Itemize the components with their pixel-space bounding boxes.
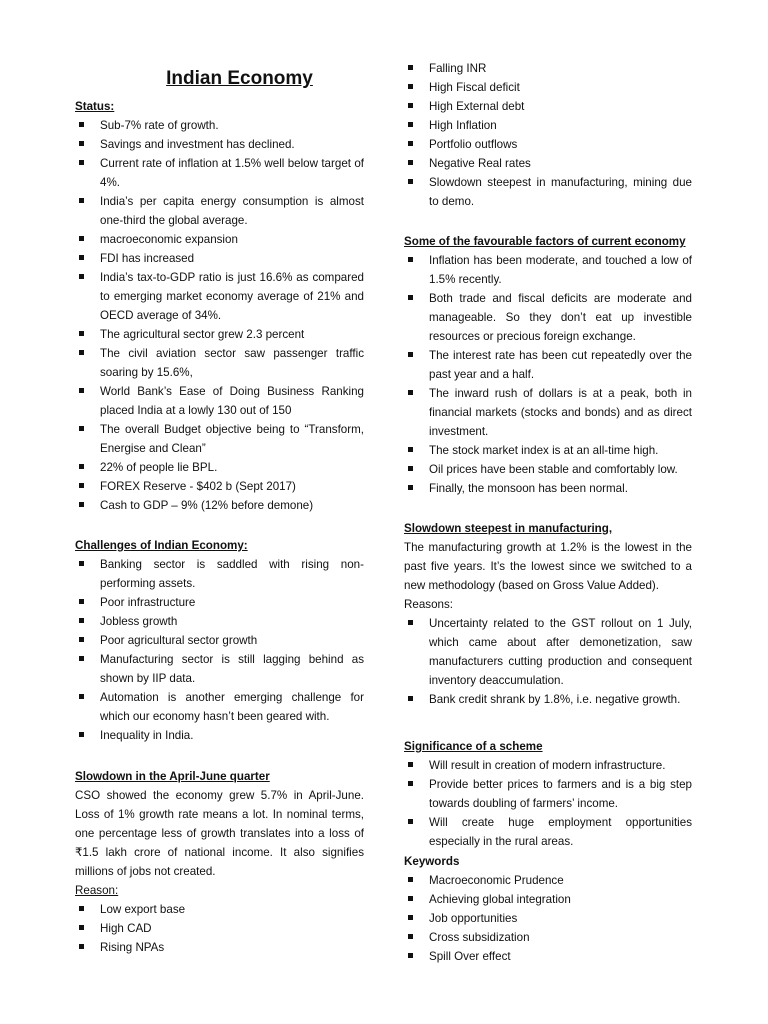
manufacturing-paragraph: The manufacturing growth at 1.2% is the lowest in the past five years. It’s the lowest since we switched to a new methodology (based on Gross Value Added). bbox=[404, 541, 692, 592]
list-item: The stock market index is at an all-time high. bbox=[404, 441, 692, 460]
square-bullet-icon bbox=[79, 561, 84, 566]
keywords-list bbox=[404, 871, 692, 966]
square-bullet-icon bbox=[79, 236, 84, 241]
square-bullet-icon bbox=[408, 447, 413, 452]
square-bullet-icon bbox=[408, 352, 413, 357]
list-item: High Fiscal deficit bbox=[404, 78, 692, 97]
list-item: High Inflation bbox=[404, 116, 692, 135]
square-bullet-icon bbox=[79, 350, 84, 355]
slowdown-quarter-section bbox=[75, 767, 364, 957]
list-item: FOREX Reserve - $402 b (Sept 2017) bbox=[75, 477, 364, 496]
square-bullet-icon bbox=[79, 906, 84, 911]
challenges-section bbox=[75, 536, 364, 745]
status-heading: Status: bbox=[75, 100, 115, 113]
list-item: macroeconomic expansion bbox=[75, 230, 364, 249]
list-item: High External debt bbox=[404, 97, 692, 116]
list-item: Provide better prices to farmers and is a big step towards doubling of farmers’ income. bbox=[404, 775, 692, 813]
list-item: Poor infrastructure bbox=[75, 593, 364, 612]
square-bullet-icon bbox=[408, 160, 413, 165]
square-bullet-icon bbox=[408, 141, 413, 146]
list-item: Manufacturing sector is still lagging behind as shown by IIP data. bbox=[75, 650, 364, 688]
list-item: The inward rush of dollars is at a peak, both in financial markets (stocks and bonds) and as direct investment. bbox=[404, 384, 692, 441]
status-list bbox=[75, 116, 364, 515]
square-bullet-icon bbox=[408, 122, 413, 127]
square-bullet-icon bbox=[79, 732, 84, 737]
square-bullet-icon bbox=[79, 388, 84, 393]
list-item: Portfolio outflows bbox=[404, 135, 692, 154]
list-item: Low export base bbox=[75, 900, 364, 919]
square-bullet-icon bbox=[408, 65, 413, 70]
reasons-label: Reasons: bbox=[404, 598, 453, 611]
reason-continued-section bbox=[404, 59, 692, 211]
list-item: The interest rate has been cut repeatedly over the past year and a half. bbox=[404, 346, 692, 384]
square-bullet-icon bbox=[79, 255, 84, 260]
reason-list-left bbox=[75, 900, 364, 957]
list-item: Spill Over effect bbox=[404, 947, 692, 966]
square-bullet-icon bbox=[79, 637, 84, 642]
list-item: Will result in creation of modern infrastructure. bbox=[404, 756, 692, 775]
square-bullet-icon bbox=[79, 198, 84, 203]
list-item: Oil prices have been stable and comfortably low. bbox=[404, 460, 692, 479]
square-bullet-icon bbox=[408, 257, 413, 262]
square-bullet-icon bbox=[79, 464, 84, 469]
list-item: Jobless growth bbox=[75, 612, 364, 631]
list-item: Inequality in India. bbox=[75, 726, 364, 745]
square-bullet-icon bbox=[408, 466, 413, 471]
scheme-list bbox=[404, 756, 692, 851]
square-bullet-icon bbox=[408, 295, 413, 300]
square-bullet-icon bbox=[408, 84, 413, 89]
manufacturing-section bbox=[404, 519, 692, 709]
list-item: High CAD bbox=[75, 919, 364, 938]
scheme-section bbox=[404, 737, 692, 851]
list-item: The agricultural sector grew 2.3 percent bbox=[75, 325, 364, 344]
keywords-heading: Keywords bbox=[404, 855, 460, 868]
list-item: Poor agricultural sector growth bbox=[75, 631, 364, 650]
list-item: Bank credit shrank by 1.8%, i.e. negative growth. bbox=[404, 690, 692, 709]
square-bullet-icon bbox=[408, 953, 413, 958]
page-title: Indian Economy bbox=[166, 68, 313, 89]
square-bullet-icon bbox=[79, 122, 84, 127]
list-item: Macroeconomic Prudence bbox=[404, 871, 692, 890]
square-bullet-icon bbox=[79, 656, 84, 661]
challenges-list bbox=[75, 555, 364, 745]
square-bullet-icon bbox=[79, 694, 84, 699]
square-bullet-icon bbox=[408, 915, 413, 920]
list-item: Banking sector is saddled with rising non-performing assets. bbox=[75, 555, 364, 593]
manufacturing-reasons-list bbox=[404, 614, 692, 709]
square-bullet-icon bbox=[79, 502, 84, 507]
status-section bbox=[75, 97, 364, 515]
scheme-heading: Significance of a scheme bbox=[404, 740, 543, 753]
list-item: World Bank’s Ease of Doing Business Ranking placed India at a lowly 130 out of 150 bbox=[75, 382, 364, 420]
slowdown-quarter-paragraph: CSO showed the economy grew 5.7% in April-June. Loss of 1% growth rate means a lot. In nominal terms, one percentage less of growth translates into a loss of ₹1.5 lakh crore of national income. It also signifies millions of jobs not created. bbox=[75, 789, 364, 878]
favourable-heading: Some of the favourable factors of current economy bbox=[404, 235, 686, 248]
square-bullet-icon bbox=[408, 620, 413, 625]
manufacturing-heading: Slowdown steepest in manufacturing, bbox=[404, 522, 613, 535]
list-item: Finally, the monsoon has been normal. bbox=[404, 479, 692, 498]
square-bullet-icon bbox=[79, 141, 84, 146]
list-item: Both trade and fiscal deficits are moderate and manageable. So they don’t eat up investible resources or precious foreign exchange. bbox=[404, 289, 692, 346]
square-bullet-icon bbox=[408, 877, 413, 882]
list-item: The overall Budget objective being to “Transform, Energise and Clean” bbox=[75, 420, 364, 458]
list-item: 22% of people lie BPL. bbox=[75, 458, 364, 477]
list-item: Inflation has been moderate, and touched a low of 1.5% recently. bbox=[404, 251, 692, 289]
reason-list-right bbox=[404, 59, 692, 211]
list-item: Achieving global integration bbox=[404, 890, 692, 909]
square-bullet-icon bbox=[79, 618, 84, 623]
square-bullet-icon bbox=[408, 819, 413, 824]
favourable-list bbox=[404, 251, 692, 498]
square-bullet-icon bbox=[408, 179, 413, 184]
square-bullet-icon bbox=[79, 426, 84, 431]
square-bullet-icon bbox=[408, 103, 413, 108]
square-bullet-icon bbox=[79, 331, 84, 336]
square-bullet-icon bbox=[408, 934, 413, 939]
challenges-heading: Challenges of Indian Economy: bbox=[75, 539, 248, 552]
list-item: India’s tax-to-GDP ratio is just 16.6% as compared to emerging market economy average of 21% and OECD average of 34%. bbox=[75, 268, 364, 325]
list-item: Cash to GDP – 9% (12% before demone) bbox=[75, 496, 364, 515]
list-item: Rising NPAs bbox=[75, 938, 364, 957]
square-bullet-icon bbox=[408, 485, 413, 490]
list-item: Falling INR bbox=[404, 59, 692, 78]
square-bullet-icon bbox=[79, 599, 84, 604]
keywords-section bbox=[404, 852, 692, 966]
list-item: Job opportunities bbox=[404, 909, 692, 928]
square-bullet-icon bbox=[408, 762, 413, 767]
square-bullet-icon bbox=[408, 896, 413, 901]
list-item: Sub-7% rate of growth. bbox=[75, 116, 364, 135]
slowdown-quarter-heading: Slowdown in the April-June quarter bbox=[75, 770, 270, 783]
reason-label: Reason: bbox=[75, 884, 119, 897]
list-item: The civil aviation sector saw passenger traffic soaring by 15.6%, bbox=[75, 344, 364, 382]
list-item: Current rate of inflation at 1.5% well below target of 4%. bbox=[75, 154, 364, 192]
favourable-section bbox=[404, 232, 692, 498]
list-item: Will create huge employment opportunities especially in the rural areas. bbox=[404, 813, 692, 851]
list-item: Savings and investment has declined. bbox=[75, 135, 364, 154]
square-bullet-icon bbox=[79, 483, 84, 488]
square-bullet-icon bbox=[79, 944, 84, 949]
square-bullet-icon bbox=[79, 160, 84, 165]
square-bullet-icon bbox=[79, 274, 84, 279]
list-item: Negative Real rates bbox=[404, 154, 692, 173]
square-bullet-icon bbox=[408, 390, 413, 395]
square-bullet-icon bbox=[408, 781, 413, 786]
list-item: Slowdown steepest in manufacturing, mining due to demo. bbox=[404, 173, 692, 211]
list-item: Uncertainty related to the GST rollout on 1 July, which came about after demonetization, saw manufacturers cutting production and consequent inventory deaccumulation. bbox=[404, 614, 692, 690]
square-bullet-icon bbox=[408, 696, 413, 701]
list-item: FDI has increased bbox=[75, 249, 364, 268]
list-item: Automation is another emerging challenge for which our economy hasn’t been geared with. bbox=[75, 688, 364, 726]
square-bullet-icon bbox=[79, 925, 84, 930]
list-item: India’s per capita energy consumption is almost one-third the global average. bbox=[75, 192, 364, 230]
list-item: Cross subsidization bbox=[404, 928, 692, 947]
